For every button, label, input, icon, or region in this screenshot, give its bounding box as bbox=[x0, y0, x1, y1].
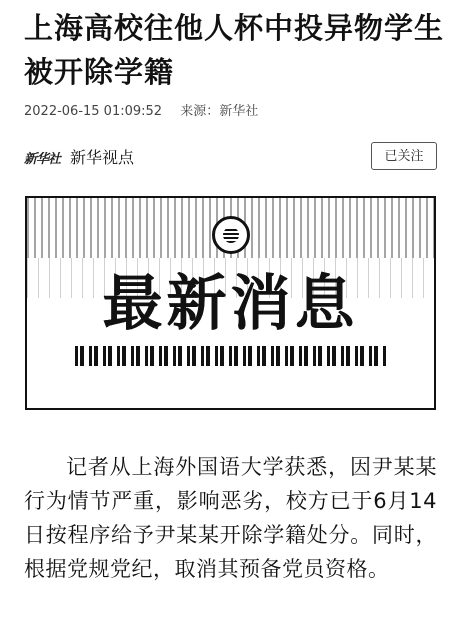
article-title: 上海高校往他人杯中投异物学生被开除学籍 bbox=[24, 11, 445, 89]
article-body-paragraph: 记者从上海外国语大学获悉，因尹某某行为情节严重，影响恶劣，校方已于6月14日按程序给予尹某某开除学籍处分。同时，根据党规党纪，取消其预备党员资格。 bbox=[24, 455, 437, 581]
banner-headline: 最新消息 bbox=[102, 269, 359, 339]
author-bar bbox=[24, 142, 437, 172]
publish-date: 2022-06-15 01:09:52 bbox=[24, 104, 163, 119]
author-name[interactable]: 新华视点 bbox=[70, 148, 135, 167]
national-emblem-icon bbox=[212, 216, 250, 254]
follow-button[interactable]: 已关注 bbox=[371, 142, 437, 170]
article-source: 来源：新华社 bbox=[180, 104, 259, 119]
article-meta bbox=[24, 100, 258, 119]
xinhua-logo[interactable]: 新华社 bbox=[24, 152, 61, 167]
news-banner-image[interactable] bbox=[25, 196, 436, 410]
banner-subtitle-strip bbox=[75, 346, 386, 366]
